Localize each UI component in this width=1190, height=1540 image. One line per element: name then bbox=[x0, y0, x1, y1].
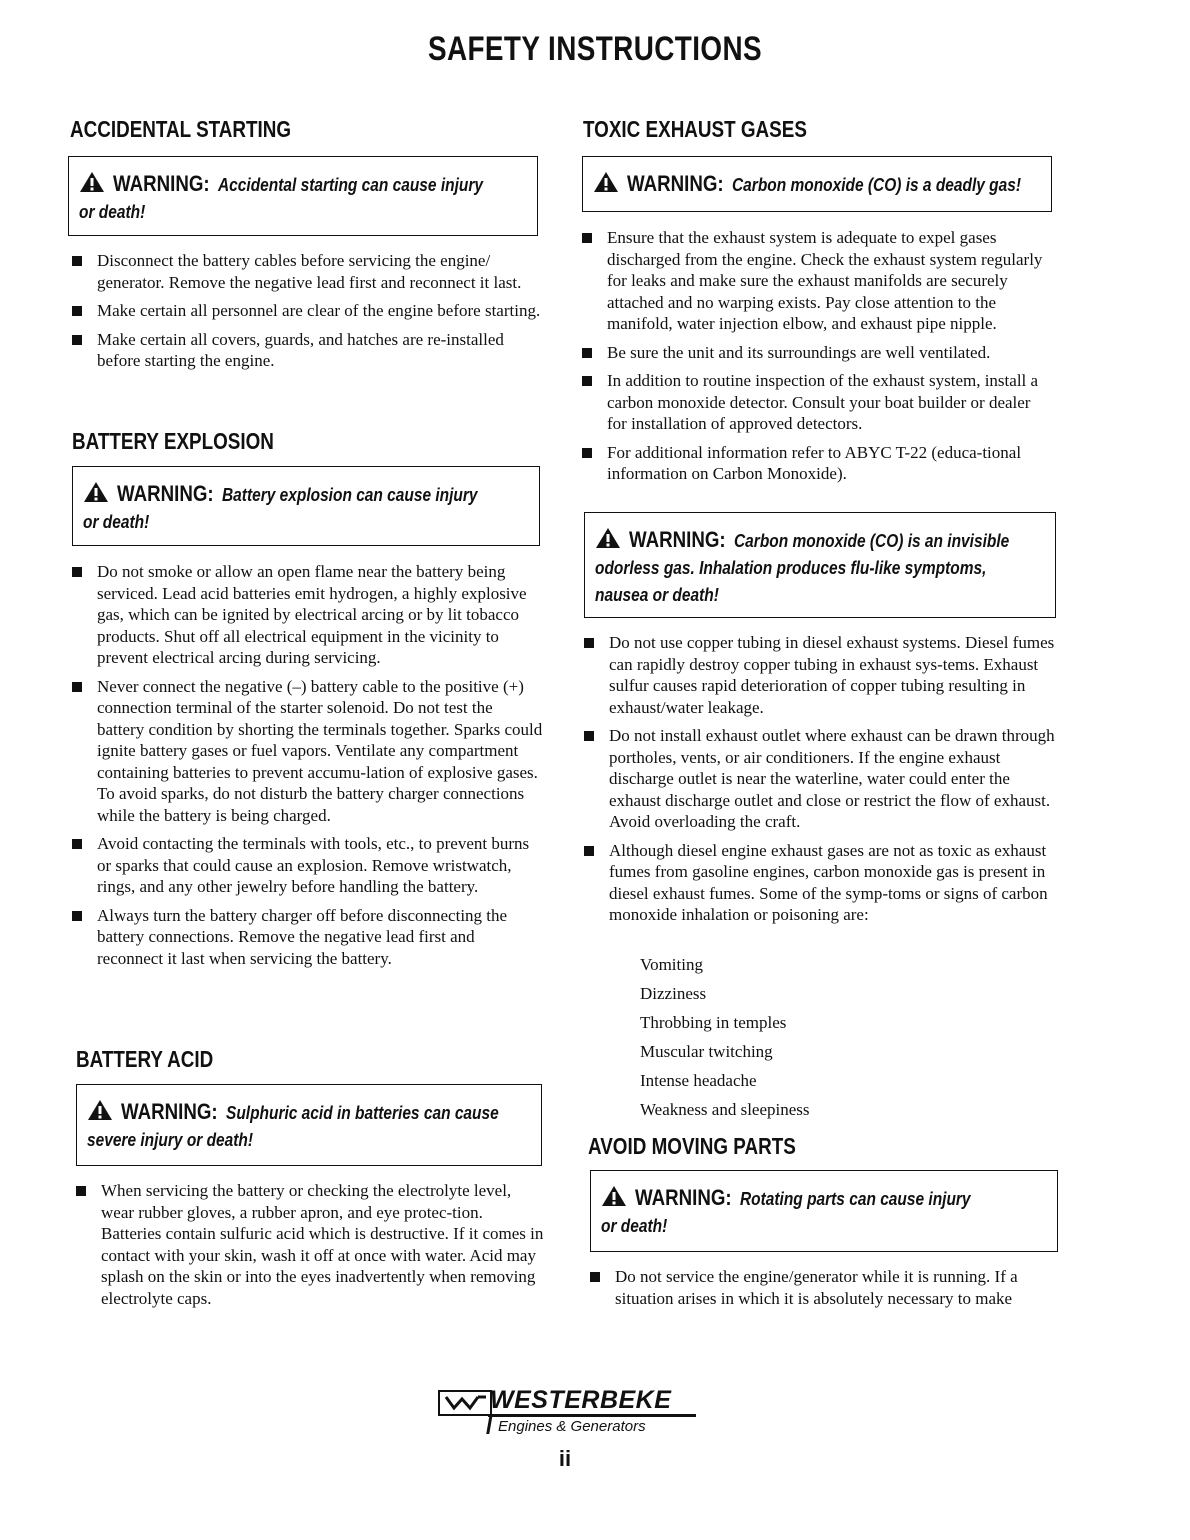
warning-keyword: WARNING: bbox=[635, 1185, 732, 1210]
warning-message: Carbon monoxide (CO) is an invisible bbox=[733, 531, 1010, 551]
bullet-list-battery-acid bbox=[76, 1180, 546, 1316]
list-item: Weakness and sleepiness bbox=[640, 1100, 810, 1119]
warning-message: nausea or death! bbox=[595, 585, 719, 605]
list-item: Make certain all covers, guards, and hatches are re-installed before starting the engine. bbox=[72, 329, 542, 372]
list-item: Muscular twitching bbox=[640, 1042, 773, 1061]
heading-battery-explosion: BATTERY EXPLOSION bbox=[72, 428, 274, 454]
list-item: Throbbing in temples bbox=[640, 1013, 787, 1032]
list-item: Do not use copper tubing in diesel exhaust systems. Diesel fumes can rapidly destroy copper tubing in exhaust sys-tems. Exhaust sulfur causes rapid deterioration of copper tubing resulting in exhaust/water leakage. bbox=[584, 632, 1056, 718]
symptom-list bbox=[640, 950, 940, 1124]
page-title: SAFETY INSTRUCTIONS bbox=[427, 30, 763, 68]
warning-box-toxic bbox=[582, 156, 1052, 212]
list-item: Always turn the battery charger off before disconnecting the battery connections. Remove the negative lead first and reconnect it last when servicing the battery. bbox=[72, 905, 544, 970]
warning-keyword: WARNING: bbox=[117, 481, 214, 506]
list-item: Do not service the engine/generator while it is running. If a situation arises in which it is absolutely necessary to make bbox=[590, 1266, 1064, 1309]
warning-message: or death! bbox=[83, 512, 150, 532]
warning-triangle-icon bbox=[83, 481, 109, 503]
brand-name: WESTERBEKE bbox=[490, 1386, 672, 1414]
list-item: Intense headache bbox=[640, 1071, 757, 1090]
westerbeke-logo bbox=[438, 1386, 698, 1446]
warning-triangle-icon bbox=[79, 171, 105, 193]
warning-keyword: WARNING: bbox=[629, 527, 726, 552]
logo-mark-icon bbox=[438, 1390, 492, 1416]
list-item: In addition to routine inspection of the exhaust system, install a carbon monoxide detector. Consult your boat builder or dealer for installation of approved detectors. bbox=[582, 370, 1052, 435]
brand-tagline: Engines & Generators bbox=[498, 1418, 646, 1435]
list-item: Vomiting bbox=[640, 955, 703, 974]
warning-message: Carbon monoxide (CO) is a deadly gas! bbox=[731, 175, 1021, 195]
warning-box-moving-parts bbox=[590, 1170, 1058, 1252]
warning-box-battery-explosion bbox=[72, 466, 540, 546]
warning-triangle-icon bbox=[593, 171, 619, 193]
list-item: Do not install exhaust outlet where exhaust can be drawn through portholes, vents, or air conditioners. If the engine exhaust discharge outlet is near the waterline, water could enter the exhaust discharge outlet and close or restrict the flow of exhaust. Avoid overloading the craft. bbox=[584, 725, 1056, 833]
warning-message: Rotating parts can cause injury bbox=[739, 1189, 971, 1209]
bullet-list-co bbox=[584, 632, 1056, 933]
warning-message: Sulphuric acid in batteries can cause bbox=[225, 1103, 499, 1123]
list-item: Make certain all personnel are clear of the engine before starting. bbox=[72, 300, 542, 322]
list-item: When servicing the battery or checking the electrolyte level, wear rubber gloves, a rubber apron, and eye protec-tion. Batteries contain sulfuric acid which is destructive. If it comes in contact with your skin, wash it off at once with water. Acid may splash on the skin or into the eyes inadvertently when removing electrolyte caps. bbox=[76, 1180, 546, 1309]
warning-triangle-icon bbox=[595, 527, 621, 549]
warning-keyword: WARNING: bbox=[627, 171, 724, 196]
bullet-list-moving-parts bbox=[590, 1266, 1064, 1316]
heading-battery-acid: BATTERY ACID bbox=[76, 1046, 214, 1072]
warning-keyword: WARNING: bbox=[121, 1099, 218, 1124]
list-item: Be sure the unit and its surroundings are well ventilated. bbox=[582, 342, 1052, 364]
list-item: Disconnect the battery cables before servicing the engine/ generator. Remove the negative lead first and reconnect it last. bbox=[72, 250, 542, 293]
bullet-list-accidental bbox=[72, 250, 542, 379]
warning-box-accidental bbox=[68, 156, 538, 236]
warning-message: Battery explosion can cause injury bbox=[221, 485, 478, 505]
warning-keyword: WARNING: bbox=[113, 171, 210, 196]
warning-box-battery-acid bbox=[76, 1084, 542, 1166]
warning-triangle-icon bbox=[601, 1185, 627, 1207]
bullet-list-toxic bbox=[582, 227, 1052, 492]
heading-accidental-starting: ACCIDENTAL STARTING bbox=[70, 116, 292, 142]
heading-toxic-exhaust: TOXIC EXHAUST GASES bbox=[583, 116, 807, 142]
page-number: ii bbox=[558, 1446, 572, 1471]
warning-message: or death! bbox=[79, 202, 146, 222]
heading-avoid-moving-parts: AVOID MOVING PARTS bbox=[588, 1133, 796, 1159]
list-item: Avoid contacting the terminals with tools, etc., to prevent burns or sparks that could cause an explosion. Remove wristwatch, rings, and any other jewelry before handling the battery. bbox=[72, 833, 544, 898]
list-item: For additional information refer to ABYC T-22 (educa-tional information on Carbon Monoxide). bbox=[582, 442, 1052, 485]
warning-triangle-icon bbox=[87, 1099, 113, 1121]
list-item: Never connect the negative (–) battery cable to the positive (+) connection terminal of the starter solenoid. Do not test the battery condition by shorting the terminals together. Sparks could ignite battery gases or fuel vapors. Ventilate any compartment containing batteries to prevent accumu-lation of explosive gases. To avoid sparks, do not disturb the battery charger connections while the battery is being charged. bbox=[72, 676, 544, 827]
list-item: Do not smoke or allow an open flame near the battery being serviced. Lead acid batteries emit hydrogen, a highly explosive gas, which can be ignited by electrical arcing or by lit tobacco products. Shut off all electrical equipment in the vicinity to prevent electrical arcing during servicing. bbox=[72, 561, 544, 669]
warning-box-co-invisible bbox=[584, 512, 1056, 618]
warning-message: Accidental starting can cause injury bbox=[217, 175, 483, 195]
warning-message: odorless gas. Inhalation produces flu-like symptoms, bbox=[595, 558, 987, 578]
bullet-list-battery-explosion bbox=[72, 561, 544, 976]
list-item: Although diesel engine exhaust gases are not as toxic as exhaust fumes from gasoline engines, carbon monoxide gas is present in diesel exhaust fumes. Some of the symp-toms or signs of carbon monoxide inhalation or poisoning are: bbox=[584, 840, 1056, 926]
list-item: Dizziness bbox=[640, 984, 707, 1003]
warning-message: severe injury or death! bbox=[87, 1130, 254, 1150]
warning-message: or death! bbox=[601, 1216, 668, 1236]
list-item: Ensure that the exhaust system is adequate to expel gases discharged from the engine. Check the exhaust system regularly for leaks and make sure the exhaust manifolds are securely attached and no warping exists. Pay close attention to the manifold, water injection elbow, and exhaust pipe nipple. bbox=[582, 227, 1052, 335]
